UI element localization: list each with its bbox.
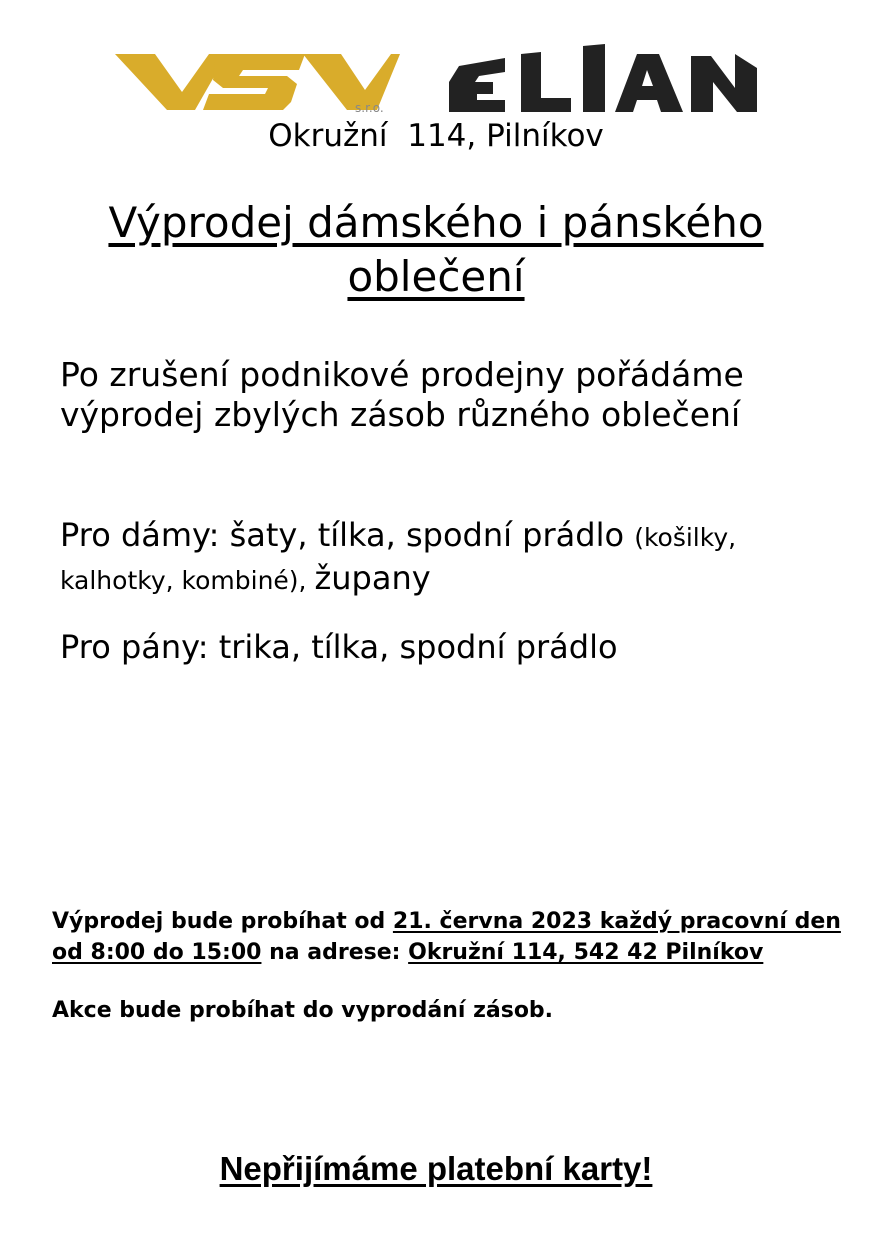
ladies-items xyxy=(60,515,840,601)
ladies-end: župany xyxy=(314,559,431,597)
elian-logo-letter-i xyxy=(583,44,605,112)
elian-logo-letter-l xyxy=(521,52,571,112)
info-part2: na adrese: xyxy=(261,940,409,965)
elian-logo-letter-e xyxy=(449,58,505,112)
logo-header xyxy=(0,40,872,120)
vsv-logo-letter-s xyxy=(203,54,305,110)
sale-info xyxy=(52,906,842,968)
ladies-detail: (košilky, kalhotky, kombiné), xyxy=(60,523,737,595)
info-part1: Výprodej bude probíhat od xyxy=(52,909,393,934)
men-items: Pro pány: trika, tílka, spodní prádlo xyxy=(60,628,618,666)
ladies-main: Pro dámy: šaty, tílka, spodní prádlo xyxy=(60,516,635,554)
page-title: Výprodej dámského i pánského oblečení xyxy=(108,198,764,301)
vsv-logo xyxy=(115,54,410,114)
elian-logo-letter-n xyxy=(691,54,757,112)
intro-text: Po zrušení podnikové prodejny pořádáme výprodej zbylých zásob různého oblečení xyxy=(60,355,744,434)
until-note: Akce bude probíhat do vyprodání zásob. xyxy=(52,998,554,1023)
vsv-logo-letter-v2 xyxy=(303,54,400,110)
no-cards-notice: Nepřijímáme platební karty! xyxy=(219,1150,653,1187)
elian-logo xyxy=(445,42,760,114)
sale-date-hours: 21. června 2023 každý pracovní den od 8:00 do 15:00 xyxy=(52,909,841,965)
sale-location: Okružní 114, 542 42 Pilníkov xyxy=(408,940,764,965)
address: Okružní 114, Pilníkov xyxy=(268,118,604,154)
vsv-logo-suffix: s.r.o. xyxy=(355,101,384,114)
